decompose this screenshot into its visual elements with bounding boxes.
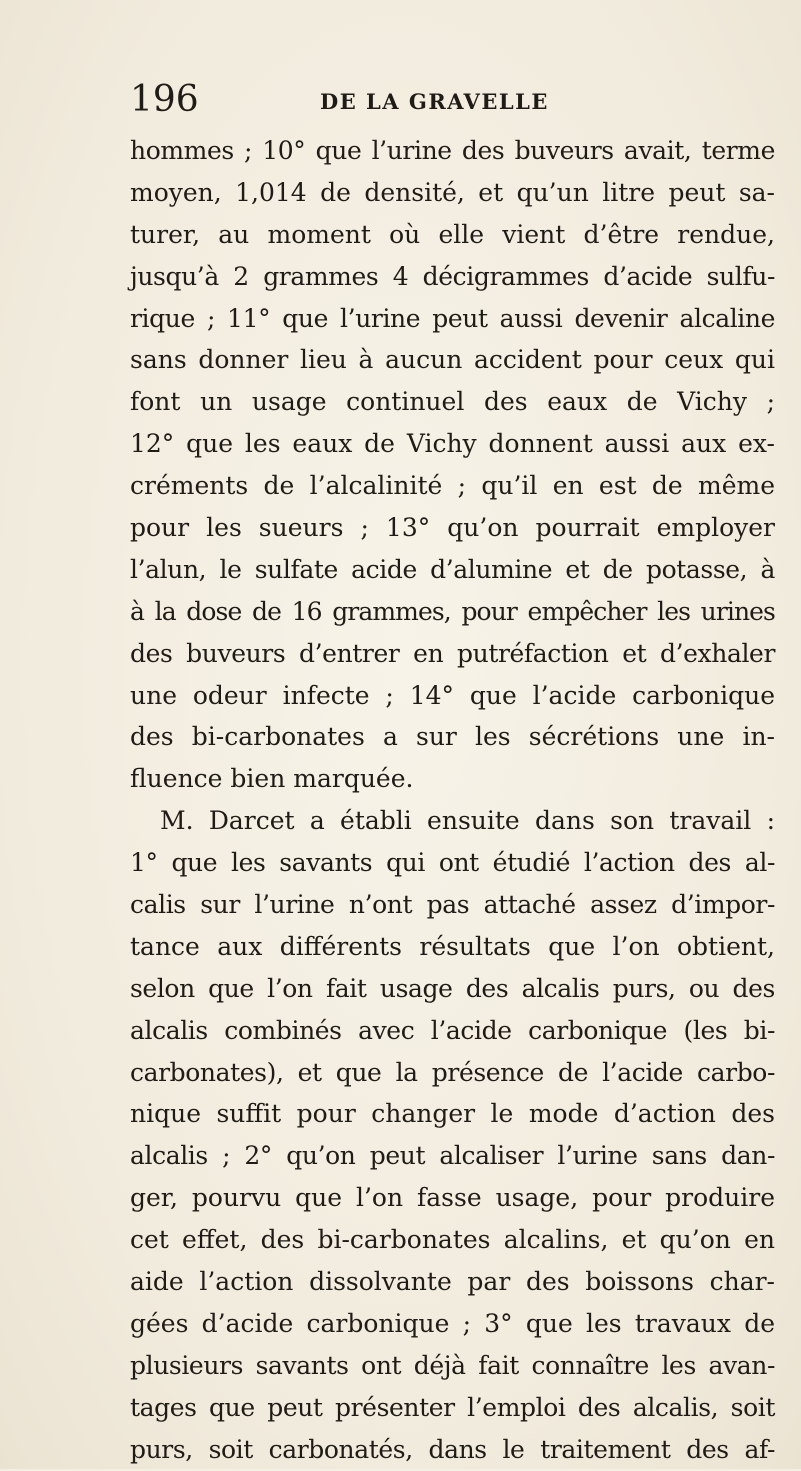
body-text [130, 130, 775, 1471]
text-line: alcalis combinés avec l’acide carbonique (les bi- [130, 1015, 775, 1045]
text-line: créments de l’alcalinité ; qu’il en est de même [130, 471, 775, 501]
text-line: 1° que les savants qui ont étudié l’action des al- [130, 848, 775, 878]
text-line: fluence bien marquée. [130, 764, 414, 794]
text-line: plusieurs savants ont déjà fait connaître les avan- [130, 1350, 775, 1380]
text-line: selon que l’on fait usage des alcalis purs, ou des [130, 973, 775, 1003]
text-line: des bi-carbonates a sur les sécrétions une in- [130, 722, 775, 752]
text-line: carbonates), et que la présence de l’acide carbo- [130, 1057, 775, 1087]
text-line: alcalis ; 2° qu’on peut alcaliser l’urine sans dan- [130, 1141, 775, 1171]
text-line: à la dose de 16 grammes, pour empêcher les urines [130, 596, 775, 626]
text-line: l’alun, le sulfate acide d’alumine et de potasse, à [130, 554, 775, 584]
text-line: gées d’acide carbonique ; 3° que les travaux de [130, 1308, 775, 1338]
text-line: 12° que les eaux de Vichy donnent aussi aux ex- [130, 429, 775, 459]
text-line: hommes ; 10° que l’urine des buveurs avait, terme [130, 136, 775, 165]
text-line: nique suffit pour changer le mode d’action des [130, 1099, 775, 1129]
text-line: cet effet, des bi-carbonates alcalins, et qu’on en [130, 1225, 775, 1255]
text-line: des buveurs d’entrer en putréfaction et d’exhaler [130, 638, 775, 668]
text-line: purs, soit carbonatés, dans le traitement des af- [130, 1434, 775, 1464]
text-line: font un usage continuel des eaux de Vichy ; [130, 387, 775, 417]
text-line: tages que peut présenter l’emploi des alcalis, soit [130, 1392, 775, 1422]
text-line: M. Darcet a établi ensuite dans son travail : [160, 806, 775, 836]
text-line: pour les sueurs ; 13° qu’on pourrait employer [130, 513, 775, 543]
text-line: jusqu’à 2 grammes 4 décigrammes d’acide sulfu- [130, 261, 775, 291]
text-line: turer, au moment où elle vient d’être rendue, [130, 219, 775, 249]
text-line: aide l’action dissolvante par des boissons char- [130, 1267, 775, 1297]
text-line: une odeur infecte ; 14° que l’acide carbonique [130, 680, 775, 710]
text-line: moyen, 1,014 de densité, et qu’un litre peut sa- [130, 177, 775, 207]
text-line: rique ; 11° que l’urine peut aussi devenir alcaline [130, 303, 775, 333]
page-number: 196 [130, 79, 199, 120]
running-title: DE LA GRAVELLE [320, 89, 549, 114]
text-line: tance aux différents résultats que l’on obtient, [130, 931, 775, 961]
text-line: ger, pourvu que l’on fasse usage, pour produire [130, 1183, 775, 1213]
text-line: calis sur l’urine n’ont pas attaché assez d’impor- [130, 890, 775, 920]
page-header [130, 80, 770, 120]
text-line: sans donner lieu à aucun accident pour ceux qui [130, 345, 775, 375]
